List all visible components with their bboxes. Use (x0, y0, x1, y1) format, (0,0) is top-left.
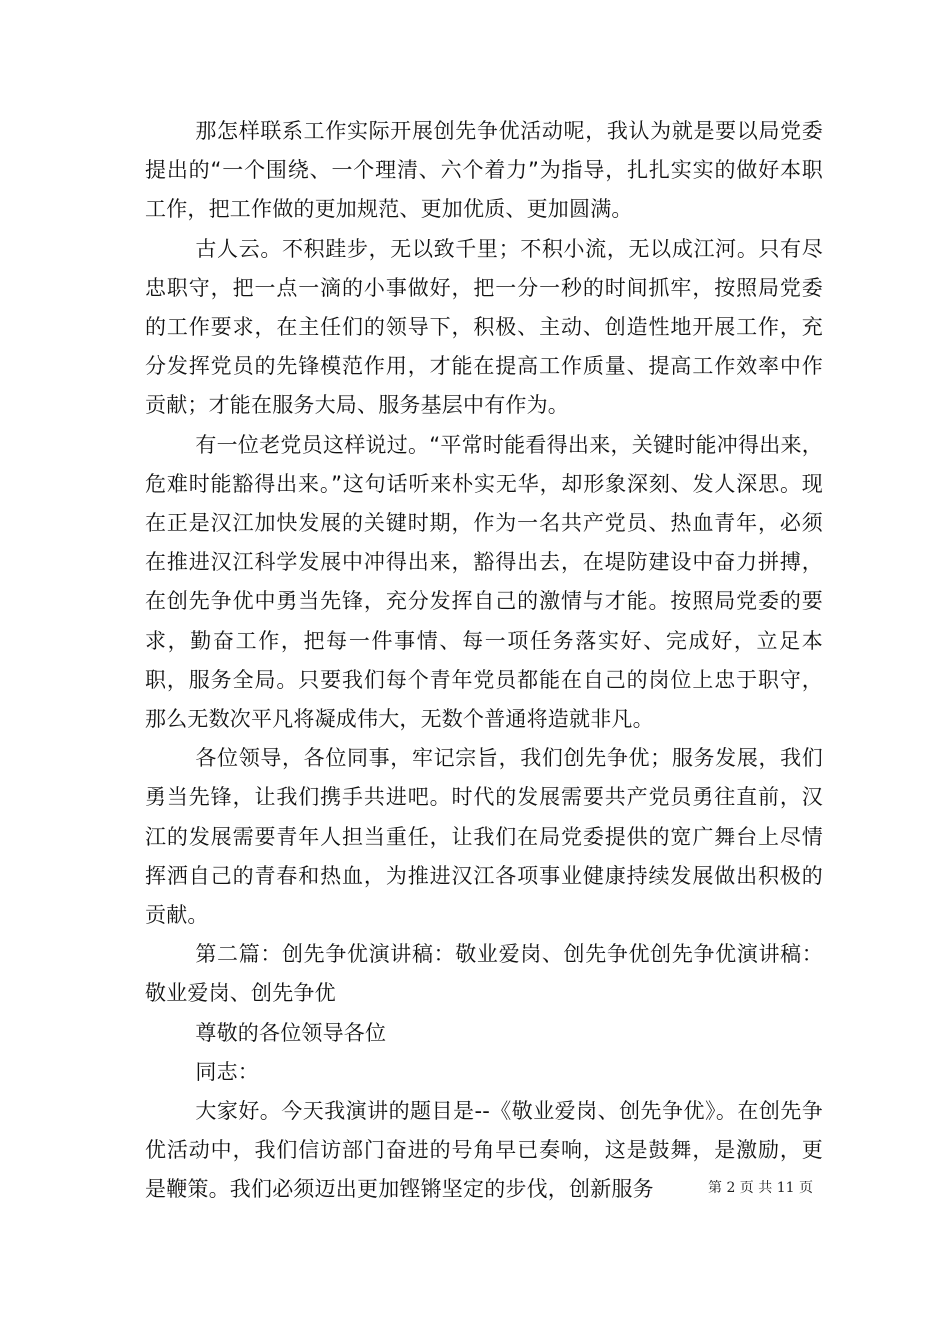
paragraph-1: 那怎样联系工作实际开展创先争优活动呢，我认为就是要以局党委提出的“一个围绕、一个理清、六个着力”为指导，扎扎实实的做好本职工作，把工作做的更加规范、更加优质、更加圆满。 (145, 119, 823, 222)
salutation-line-2: 同志： (195, 1059, 259, 1084)
salutation-line-1: 尊敬的各位领导各位 (195, 1020, 387, 1045)
paragraph-2: 古人云。不积跬步，无以致千里；不积小流，无以成江河。只有尽忠职守，把一点一滴的小事做好，把一分一秒的时间抓牢，按照局党委的工作要求，在主任们的领导下，积极、主动、创造性地开展工作，充分发挥党员的先锋模范作用，才能在提高工作质量、提高工作效率中作贡献；才能在服务大局、服务基层中有作为。 (145, 236, 823, 418)
document-body (145, 112, 823, 1210)
page-number-footer: 第 2 页 共 11 页 (708, 1180, 813, 1196)
paragraph-5: 大家好。今天我演讲的题目是--《敬业爱岗、创先争优》。在创先争优活动中，我们信访部门奋进的号角早已奏响，这是鼓舞，是激励，更是鞭策。我们必须迈出更加铿锵坚定的步伐，创新服务 (145, 1099, 823, 1202)
paragraph-4: 各位领导，各位同事，牢记宗旨，我们创先争优；服务发展，我们勇当先锋，让我们携手共进吧。时代的发展需要共产党员勇往直前，汉江的发展需要青年人担当重任，让我们在局党委提供的宽广舞台上尽情挥洒自己的青春和热血，为推进汉江各项事业健康持续发展做出积极的贡献。 (145, 746, 823, 928)
paragraph-3: 有一位老党员这样说过。“平常时能看得出来，关键时能冲得出来，危难时能豁得出来。”这句话听来朴实无华，却形象深刻、发人深思。现在正是汉江加快发展的关键时期，作为一名共产党员、热血青年，必须在推进汉江科学发展中冲得出来，豁得出去，在堤防建设中奋力拼搏，在创先争优中勇当先锋，充分发挥自己的激情与才能。按照局党委的要求，勤奋工作，把每一件事情、每一项任务落实好、完成好，立足本职，服务全局。只要我们每个青年党员都能在自己的岗位上忠于职守，那么无数次平凡将凝成伟大，无数个普通将造就非凡。 (145, 432, 823, 732)
section-title: 第二篇：创先争优演讲稿：敬业爱岗、创先争优创先争优演讲稿：敬业爱岗、创先争优 (145, 942, 823, 1006)
